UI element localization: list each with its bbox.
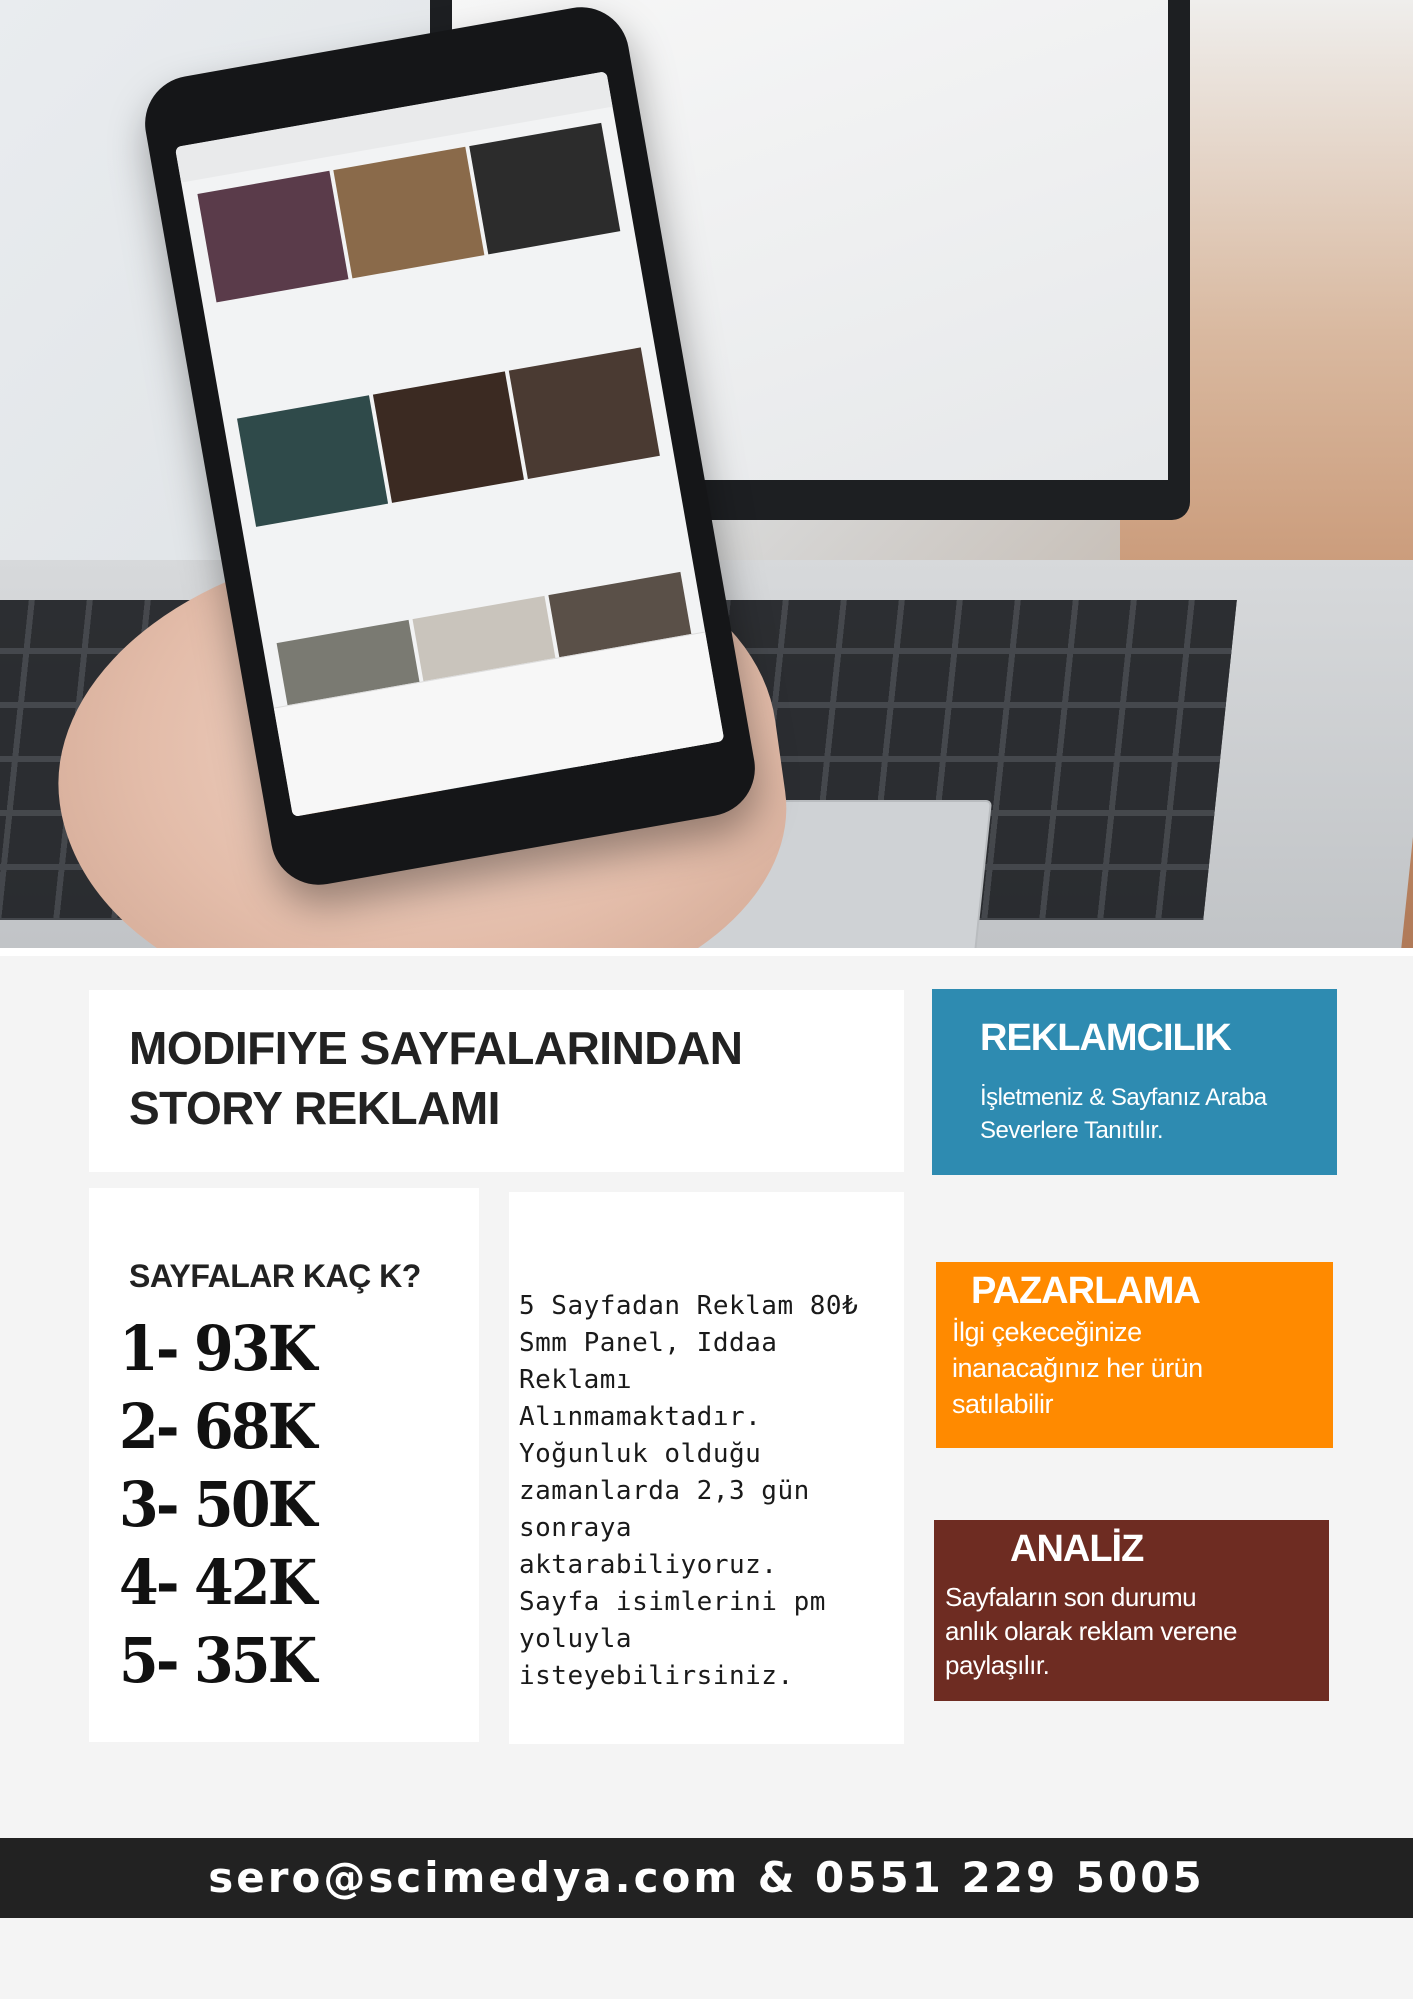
list-item: 1- 93K: [119, 1312, 315, 1385]
feature-text: İşletmeniz & Sayfanız Araba Severlere Tanıtılır.: [980, 1084, 1267, 1144]
list-item: 2- 68K: [119, 1390, 315, 1463]
feature-text: Sayfaların son durumu anlık olarak reklam verene paylaşılır.: [945, 1582, 1237, 1680]
title-card: [89, 990, 904, 1172]
feature-text: İlgi çekeceğinize inanacağınız her ürün satılabilir: [952, 1317, 1203, 1419]
feature-title: ANALİZ: [1010, 1528, 1144, 1570]
list-item: 3- 50K: [119, 1468, 315, 1541]
page-title: MODIFIYE SAYFALARINDAN STORY REKLAMI: [129, 1022, 743, 1134]
phone-screen: [175, 71, 724, 817]
feature-title: PAZARLAMA: [971, 1270, 1200, 1312]
list-item: 5- 35K: [119, 1624, 315, 1697]
feature-reklamcilik: [932, 989, 1337, 1175]
contact-footer: sero@scimedya.com & 0551 229 5005: [0, 1838, 1413, 1918]
list-item: 4- 42K: [119, 1546, 315, 1619]
hero-photo: [0, 0, 1413, 948]
feature-pazarlama: [936, 1262, 1333, 1448]
pages-list: [119, 1310, 332, 1700]
info-card: [509, 1192, 904, 1744]
info-text: 5 Sayfadan Reklam 80₺ Smm Panel, Iddaa Reklamı Alınmamaktadır. Yoğunluk olduğu zamanlarda 2,3 gün sonraya aktarabiliyoruz. Sayfa isimlerini pm yoluyla isteyebilirsiniz.: [519, 1291, 859, 1691]
pages-card: [89, 1188, 479, 1742]
pages-heading: SAYFALAR KAÇ K?: [129, 1258, 421, 1294]
feature-title: REKLAMCILIK: [980, 1017, 1231, 1059]
feature-analiz: [934, 1520, 1329, 1701]
